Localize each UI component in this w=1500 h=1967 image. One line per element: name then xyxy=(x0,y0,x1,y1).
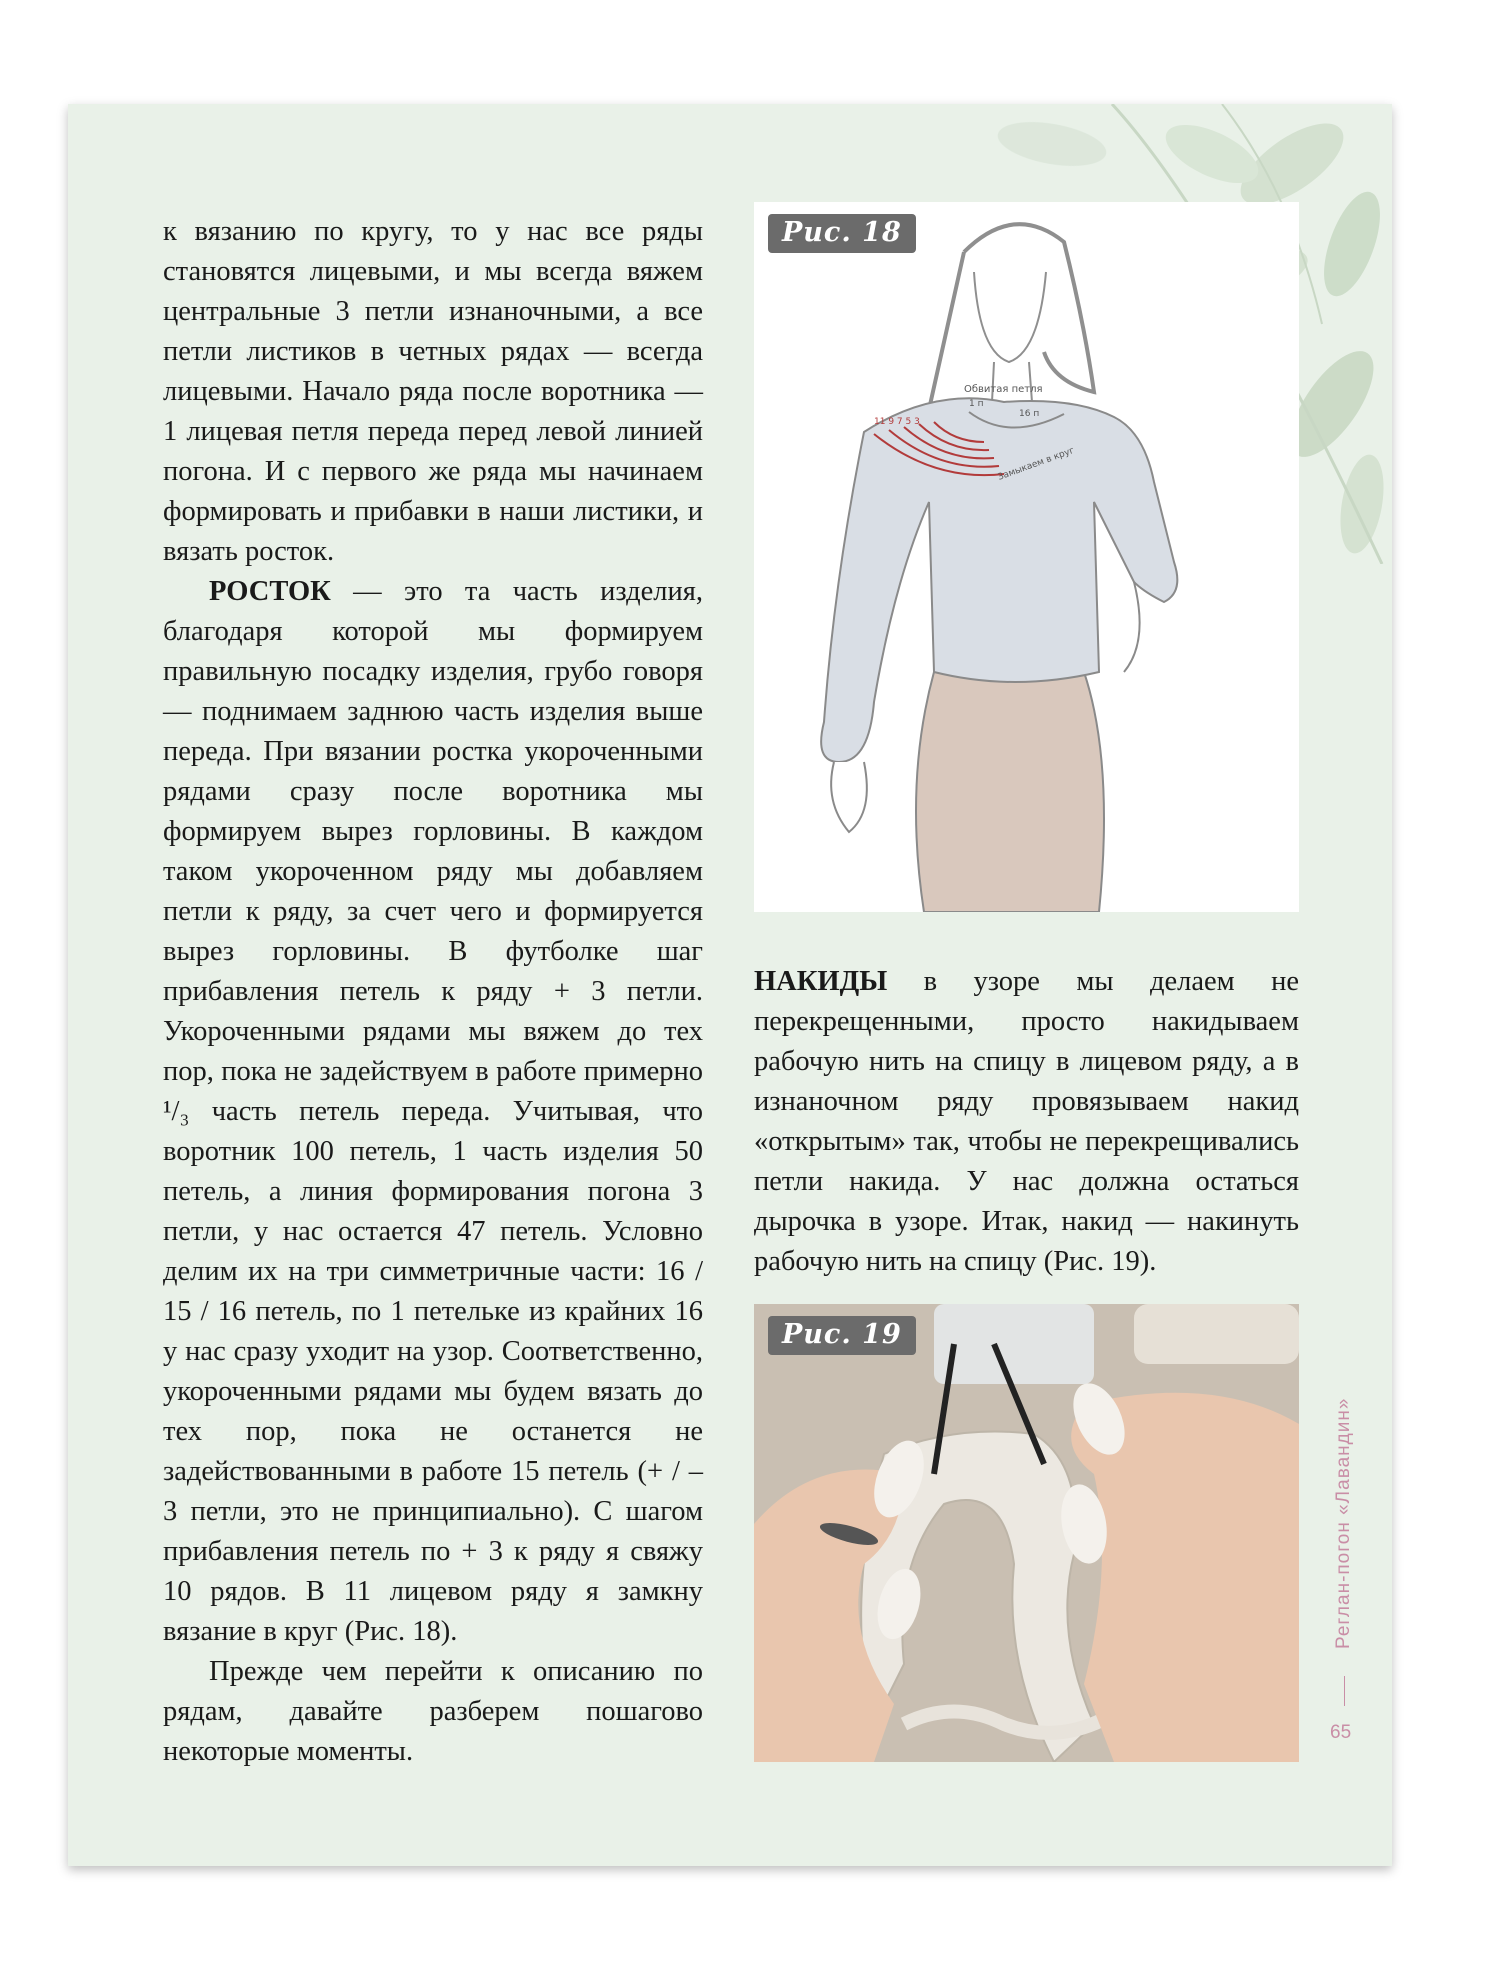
figure-18 xyxy=(754,202,1299,912)
fig18-annot-close: Замыкаем в круг xyxy=(996,445,1076,483)
paragraph-2-text: — это та часть изделия, благодаря которой мы формируем правильную посадку изделия, грубо говоря — поднимаем заднюю часть изделия выше переда. При вязании ростка укороченными рядами сразу после воротника мы формируем вырез горловины. В каждом таком укороченном ряду мы добавляем петли к ряду, за счет чего и формируется вырез горловины. В футболке шаг прибавления петель к ряду + 3 петли. Укороченными рядами мы вяжем до тех пор, пока не задействуем в работе примерно ¹/₃ часть петель переда. Учитывая, что воротник 100 петель, 1 часть изделия 50 петель, а линия формирования погона 3 петли, у нас остается 47 петель. Условно делим их на три симметричные части: 16 / 15 / 16 петель, по 1 петельке из крайних 16 у нас сразу уходит на узор. Соответственно, укороченными рядами мы будем вязать до тех пор, пока не останется не задействованными в работе 15 петель (+ / – 3 петли, это не принципиально). С шагом прибавления петель по + 3 к ряду я свяжу 10 рядов. В 11 лицевом ряду я замкну вязание в круг (Рис. 18). xyxy=(163,576,703,1647)
paragraph-1-text: к вязанию по кругу, то у нас все ряды становятся лицевыми, и мы всегда вяжем центральные 3 петли изнаночными, а все петли листиков в четных рядах — всегда лицевыми. Начало ряда после воротника — 1 лицевая петля переда перед левой линией погона. И с первого же ряда мы начинаем формировать и прибавки в наши листики, и вязать росток. xyxy=(163,216,703,567)
term-nakidy: НАКИДЫ xyxy=(754,966,888,997)
term-rostok: РОСТОК xyxy=(209,576,331,607)
running-title-divider xyxy=(1344,1676,1345,1706)
page-number: 65 xyxy=(1330,1722,1352,1743)
figure-18-label: Рис. 18 xyxy=(768,214,916,253)
paragraph-2 xyxy=(163,572,703,1652)
figure-19 xyxy=(754,1304,1299,1762)
page xyxy=(68,104,1392,1866)
paragraph-3-text: Прежде чем перейти к описанию по рядам, давайте разберем пошагово некоторые моменты. xyxy=(163,1656,703,1767)
paragraph-3 xyxy=(163,1652,703,1772)
paragraph-1 xyxy=(163,212,703,572)
fig18-annot-loop: Обвитая петля xyxy=(964,384,1043,395)
left-text-column xyxy=(163,212,703,1772)
figure-19-label: Рис. 19 xyxy=(768,1316,916,1355)
fig18-annot-n1: 1 п xyxy=(969,399,984,409)
running-title: Реглан-погон «Лавандин» xyxy=(1333,1397,1354,1649)
figure-19-photo xyxy=(754,1304,1299,1762)
fig18-annot-n16: 16 п xyxy=(1019,409,1040,419)
figure-18-illustration xyxy=(754,202,1299,912)
paragraph-nakidy-text: в узоре мы делаем не перекрещенными, просто накидываем рабочую нить на спицу в лицевом ряду, а в изнаночном ряду провязываем накид «открытым» так, чтобы не перекрещивались петли накида. У нас должна остаться дырочка в узоре. Итак, накид — накинуть рабочую нить на спицу (Рис. 19). xyxy=(754,966,1299,1277)
paragraph-nakidy xyxy=(754,962,1299,1282)
fig18-annot-rows: 11 9 7 5 3 xyxy=(874,417,920,427)
right-text-column xyxy=(754,962,1299,1282)
